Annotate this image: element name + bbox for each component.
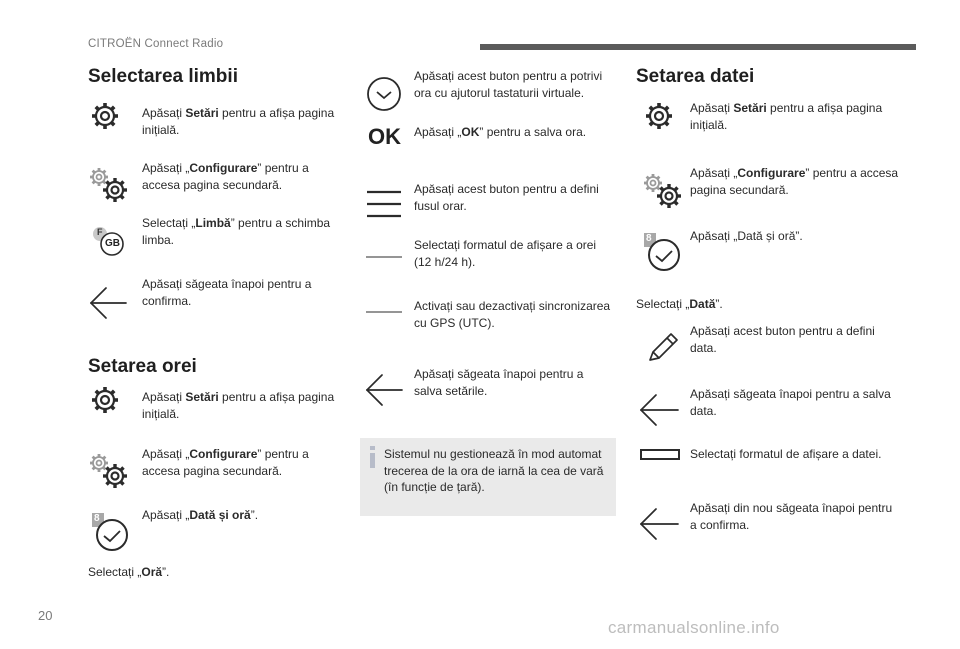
flag-f-label: F xyxy=(97,227,103,237)
back-arrow-icon xyxy=(88,285,128,321)
back-arrow-icon xyxy=(638,392,680,428)
settings-gear-icon xyxy=(644,101,674,131)
time-format-line-icon xyxy=(366,255,402,259)
date-step-5: Apăsați săgeata înapoi pentru a salva data. xyxy=(690,387,891,418)
manual-header-title: CITROËN Connect Radio xyxy=(88,38,224,50)
select-date-text: Selectați „Dată”. xyxy=(636,297,723,311)
pencil-icon xyxy=(644,330,680,366)
col2-step-6: Apăsați săgeata înapoi pentru a salva setările. xyxy=(414,367,584,398)
back-arrow-icon xyxy=(364,372,404,408)
time-step-2: Apăsați „Configurare” pentru a accesa pagina secundară. xyxy=(142,447,309,478)
settings-gear-icon xyxy=(90,385,120,415)
configuration-gears-icon xyxy=(88,166,130,204)
settings-gear-icon xyxy=(90,101,120,131)
watermark: carmanualsonline.info xyxy=(608,618,780,637)
lang-step-3: Selectați „Limbă” pentru a schimba limba. xyxy=(142,216,331,247)
col2-step-3: Apăsați acest buton pentru a defini fusul orar. xyxy=(414,182,599,213)
menu-icon xyxy=(366,189,402,219)
section-title-date: Setarea datei xyxy=(636,66,755,87)
clock-badge: 8 xyxy=(646,233,652,244)
configuration-gears-icon xyxy=(642,172,684,210)
section-title-time: Setarea orei xyxy=(88,356,197,377)
col2-step-1: Apăsați acest buton pentru a potrivi ora cu ajutorul tastaturii virtuale. xyxy=(414,69,603,100)
chevron-down-icon xyxy=(366,76,402,112)
clock-icon xyxy=(90,510,132,554)
date-step-4: Apăsați acest buton pentru a defini data. xyxy=(690,324,875,355)
section-title-language: Selectarea limbii xyxy=(88,66,238,87)
configuration-gears-icon xyxy=(88,452,130,490)
date-step-2: Apăsați „Configurare” pentru a accesa pagina secundară. xyxy=(690,166,899,197)
clock-icon xyxy=(642,230,684,274)
date-step-3: Apăsați „Dată și oră”. xyxy=(690,229,803,243)
time-step-3: Apăsați „Dată și oră”. xyxy=(142,508,259,522)
clock-badge: 8 xyxy=(94,513,100,524)
date-step-6: Selectați formatul de afișare a datei. xyxy=(690,447,882,461)
lang-step-4: Apăsați săgeata înapoi pentru a confirma. xyxy=(142,277,312,308)
language-flag-icon xyxy=(90,224,126,258)
info-icon xyxy=(368,446,378,468)
lang-step-1: Apăsați Setări pentru a afișa pagina inițială. xyxy=(142,106,335,137)
date-format-bar-icon xyxy=(640,448,680,462)
info-note-text: Sistemul nu gestionează în mod automat trecerea de la ora de iarnă la cea de vară (în funcție de țară). xyxy=(384,447,604,494)
select-hour-text: Selectați „Oră”. xyxy=(88,565,170,579)
date-step-1: Apăsați Setări pentru a afișa pagina inițială. xyxy=(690,101,883,132)
header-bar xyxy=(480,44,916,50)
gps-sync-line-icon xyxy=(366,310,402,314)
back-arrow-icon xyxy=(638,506,680,542)
page-number: 20 xyxy=(38,608,53,623)
lang-step-2: Apăsați „Configurare” pentru a accesa pagina secundară. xyxy=(142,161,309,192)
col2-step-4: Selectați formatul de afișare a orei (12 h/24 h). xyxy=(414,238,597,269)
ok-label-icon: OK xyxy=(368,124,401,149)
date-step-7: Apăsați din nou săgeata înapoi pentru a confirma. xyxy=(690,501,893,532)
time-step-1: Apăsați Setări pentru a afișa pagina inițială. xyxy=(142,390,335,421)
col2-step-2: Apăsați „OK” pentru a salva ora. xyxy=(414,125,587,139)
col2-step-5: Activați sau dezactivați sincronizarea cu GPS (UTC). xyxy=(414,299,611,330)
flag-gb-label: GB xyxy=(105,238,120,249)
